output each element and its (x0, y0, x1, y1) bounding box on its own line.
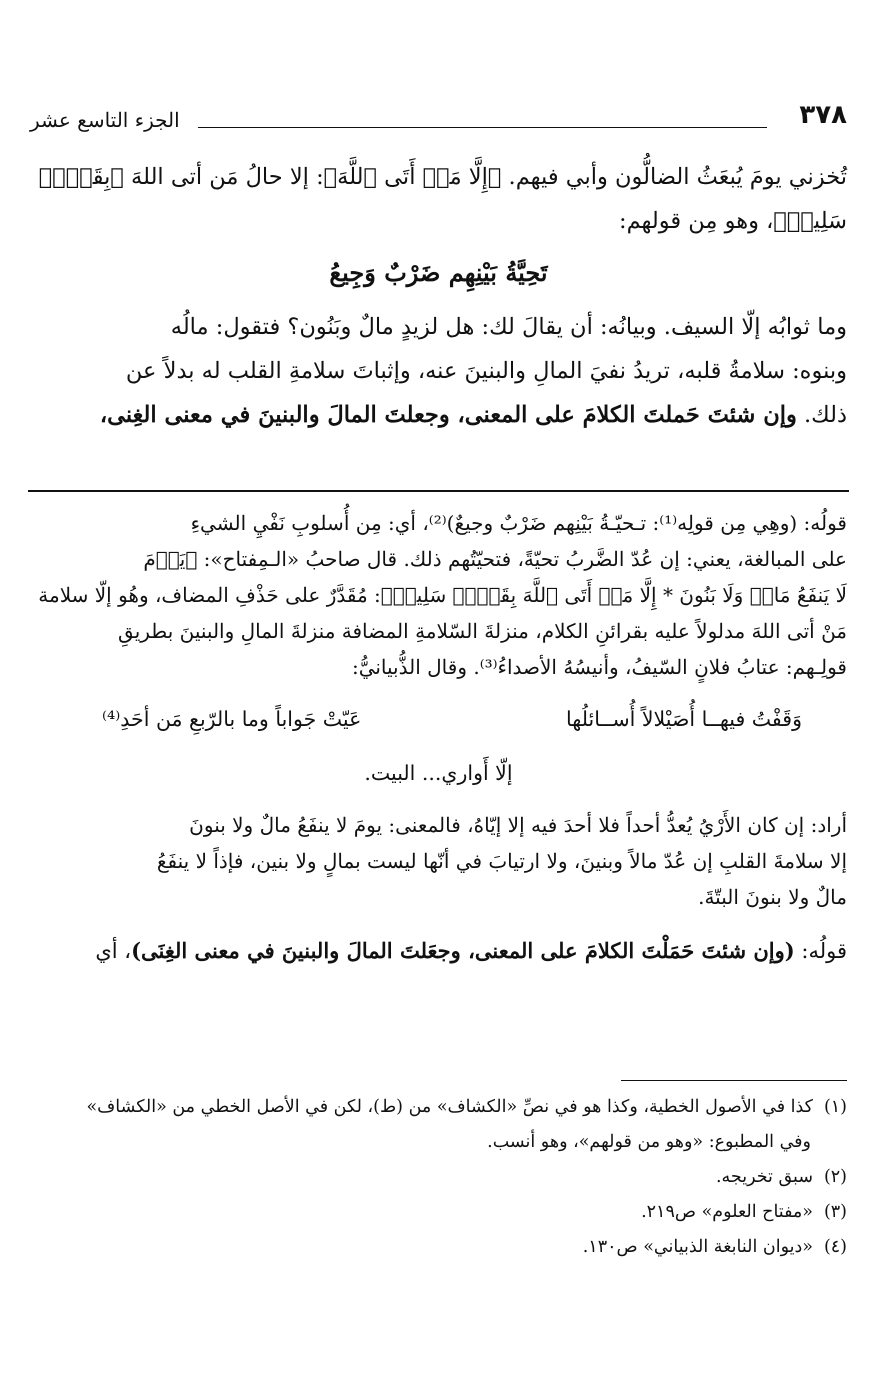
commentary-tail: ، أي (95, 939, 132, 963)
commentary-line: لَا يَنفَعُ مَالٞ وَلَا بَنُونَ * إِلَّا مَنۡ أَتَى ٱللَّهَ بِقَلۡبٖ سَلِيمٖ﴾: مُقَدَّرٌ على حَذْفِ المضاف، وهُو إلّا سلامة (38, 583, 847, 607)
main-line: وما ثوابُه إلّا السيف. وبيانُه: أن يقالَ لك: هل لزيدٍ مالٌ وبَنُون؟ فتقول: مالُه (170, 314, 847, 340)
main-text-bold: وإن شئتَ حَملتَ الكلامَ على المعنى، وجعلتَ المالَ والبنينَ في معنى الغِنى، (99, 402, 797, 428)
main-line: وبنوه: سلامةُ قلبه، تريدُ نفيَ المالِ والبنينَ عنه، وإثباتَ سلامةِ القلب له بدلاً عن (125, 358, 847, 384)
commentary-line: أراد: إن كان الأَرْيُ يُعدُّ أحداً فلا أحدَ فيه إلا إيّاهُ، فالمعنى: يومَ لا ينفَعُ مالٌ ولا بنونَ (189, 813, 847, 837)
main-line: تُخزني يومَ يُبعَثُ الضالُّون وأبي فيهم. ﴿إِلَّا مَنۡ أَتَى ٱللَّهَ﴾: إلا حالُ مَن أتى اللهَ ﴿بِقَلۡبٖ (38, 164, 847, 190)
couplet-second-hemistich: عَيّتْ جَواباً وما بالرّبعِ مَن أحَدِ⁽⁴⁾ (102, 707, 362, 731)
footnote-number: (٣) (823, 1202, 847, 1222)
footnote-text: «ديوان النابغة الذبياني» ص١٣٠. (582, 1237, 813, 1257)
commentary-line: قولُه: (وهِي مِن قولِه⁽¹⁾: تـحيّـةُ بَيْنِهم ضَرْبٌ وجيعٌ)⁽²⁾، أي: مِن أُسلوبِ نَفْيِ الشيءِ (190, 511, 847, 535)
footnotes (30, 1090, 847, 1265)
footnote (30, 1230, 847, 1265)
footnote-text: سبق تخريجه. (715, 1167, 813, 1187)
footnote-text: كذا في الأصول الخطية، وكذا هو في نصِّ «الكشاف» من (ط)، لكن في الأصل الخطي من «الكشاف» (86, 1097, 813, 1117)
commentary-text (30, 505, 847, 969)
footnote (30, 1195, 847, 1230)
poem-continuation: إلّا أَواري... البيت. (364, 761, 513, 785)
footnote-number: (٢) (823, 1167, 847, 1187)
main-line: سَلِيمٖ﴾، وهو مِن قولهم: (618, 208, 847, 234)
couplet-first-hemistich: وَقَفْتُ فيهــا أُصَيْلالاً أُســائلُها (566, 707, 802, 731)
commentary-bold: (وإن شئتَ حَمَلْتَ الكلامَ على المعنى، وجعَلتَ المالَ والبنينَ في معنى الغِنَى) (131, 938, 795, 963)
commentary-plain: قولُه: (794, 939, 847, 963)
header-rule (198, 127, 767, 128)
commentary-line: قولِـهم: عتابُ فلانٍ السّيفُ، وأنيسُهُ الأصداءُ⁽³⁾. وقال الذُّبيانيُّ: (351, 655, 847, 679)
footnote-number: (٤) (823, 1237, 847, 1257)
commentary-line (30, 933, 847, 969)
footnote-number: (١) (823, 1097, 847, 1117)
footnote (30, 1090, 847, 1125)
footnote-rule (621, 1080, 847, 1081)
main-line (30, 393, 847, 437)
commentary-line: مالٌ ولا بنونَ البتّةَ. (698, 885, 847, 909)
footnote-text: «مفتاح العلوم» ص٢١٩. (641, 1202, 813, 1222)
page-number: ٣٧٨ (799, 100, 847, 130)
commentary-line: مَنْ أتى اللهَ مدلولاً عليه بقرائنِ الكلام، منزلةَ السّلامةِ المضافة منزلةَ المالِ والبنينَ بطريقِ (118, 619, 847, 643)
running-title: الجزء التاسع عشر (30, 108, 180, 132)
verse-line: تَحِيَّةُ بَيْنِهِم ضَرْبٌ وَجِيعُ (329, 258, 548, 287)
commentary-line: إلا سلامةَ القلبِ إن عُدّ مالاً وبنينَ، ولا ارتيابَ في أنّها ليست بمالٍ ولا بنين، فإذاً لا ينفَعُ (156, 849, 847, 873)
footnote-continuation: وفي المطبوع: «وهو من قولهم»، وهو أنسب. (487, 1132, 811, 1152)
commentary-line: على المبالغة، يعني: إن عُدّ الضَّربُ تحيّةً، فتحيّتُهم ذلك. قال صاحبُ «الـمِفتاح»: ﴿يَوۡمَ (143, 547, 847, 571)
main-text (30, 155, 847, 437)
page-header (30, 100, 847, 140)
main-text-plain: ذلك. (796, 402, 847, 428)
footnote (30, 1160, 847, 1195)
section-divider (28, 490, 849, 492)
poem-couplet (30, 701, 847, 737)
